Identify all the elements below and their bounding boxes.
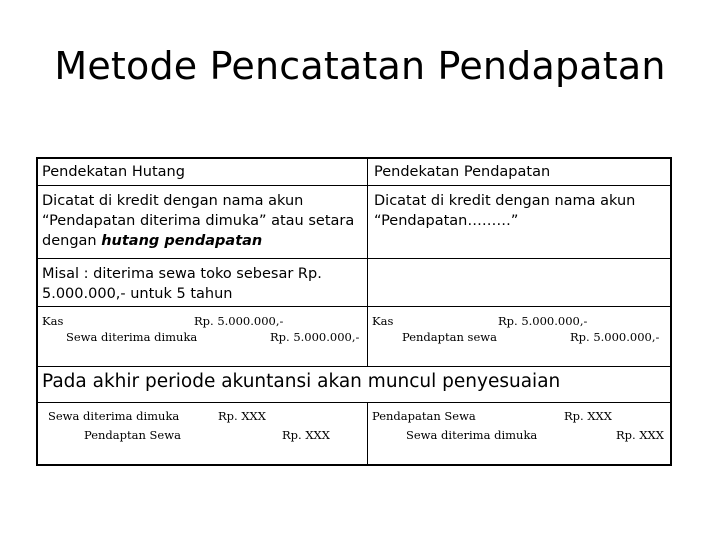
row-divider-2 (36, 258, 672, 259)
pendapatan-description-line-2: “Pendapatan………” (374, 213, 519, 229)
table-border-bottom (36, 464, 672, 466)
journal-left-credit-account: Sewa diterima dimuka (66, 330, 198, 344)
column-divider-lower (367, 402, 368, 466)
adjust-right-debit-amount: Rp. XXX (564, 409, 612, 423)
row-divider-4 (36, 366, 672, 367)
adjustment-heading: Pada akhir periode akuntansi akan muncul penyesuaian (42, 371, 561, 392)
adjust-left-debit-amount: Rp. XXX (218, 409, 266, 423)
header-hutang: Pendekatan Hutang (42, 164, 185, 180)
hutang-description-line-3 (42, 231, 364, 251)
adjust-right-debit-account: Pendapatan Sewa (372, 409, 476, 423)
hutang-description (42, 191, 364, 251)
hutang-description-line-2: “Pendapatan diterima dimuka” atau setara (42, 213, 355, 229)
example-text-line-2: 5.000.000,- untuk 5 tahun (42, 286, 233, 302)
journal-right-debit-account: Kas (372, 314, 394, 328)
comparison-table (36, 157, 672, 466)
table-border-top (36, 157, 672, 159)
hutang-description-line-1: Dicatat di kredit dengan nama akun (42, 193, 304, 209)
adjust-left-credit-amount: Rp. XXX (282, 428, 330, 442)
column-divider-upper (367, 157, 368, 366)
adjust-left-debit-account: Sewa diterima dimuka (48, 409, 180, 423)
example-text (42, 264, 322, 304)
example-text-line-1: Misal : diterima sewa toko sebesar Rp. (42, 266, 322, 282)
journal-right-credit-account: Pendaptan sewa (402, 330, 497, 344)
row-divider-5 (36, 402, 672, 403)
hutang-description-prefix: dengan (42, 233, 102, 249)
pendapatan-description (374, 191, 668, 231)
journal-right-debit-amount: Rp. 5.000.000,- (498, 314, 588, 328)
row-divider-3 (36, 306, 672, 307)
adjust-right-credit-amount: Rp. XXX (616, 428, 664, 442)
pendapatan-description-line-1: Dicatat di kredit dengan nama akun (374, 193, 636, 209)
journal-left-debit-amount: Rp. 5.000.000,- (194, 314, 284, 328)
row-divider-1 (36, 185, 672, 186)
table-border-left (36, 157, 38, 466)
journal-left-debit-account: Kas (42, 314, 64, 328)
page-title: Metode Pencatatan Pendapatan (54, 44, 666, 88)
adjust-right-credit-account: Sewa diterima dimuka (406, 428, 538, 442)
adjust-left-credit-account: Pendaptan Sewa (84, 428, 181, 442)
hutang-pendapatan-emphasis: hutang pendapatan (101, 233, 263, 249)
journal-right-credit-amount: Rp. 5.000.000,- (570, 330, 660, 344)
journal-left-credit-amount: Rp. 5.000.000,- (270, 330, 360, 344)
table-border-right (670, 157, 672, 466)
header-pendapatan: Pendekatan Pendapatan (374, 164, 551, 180)
